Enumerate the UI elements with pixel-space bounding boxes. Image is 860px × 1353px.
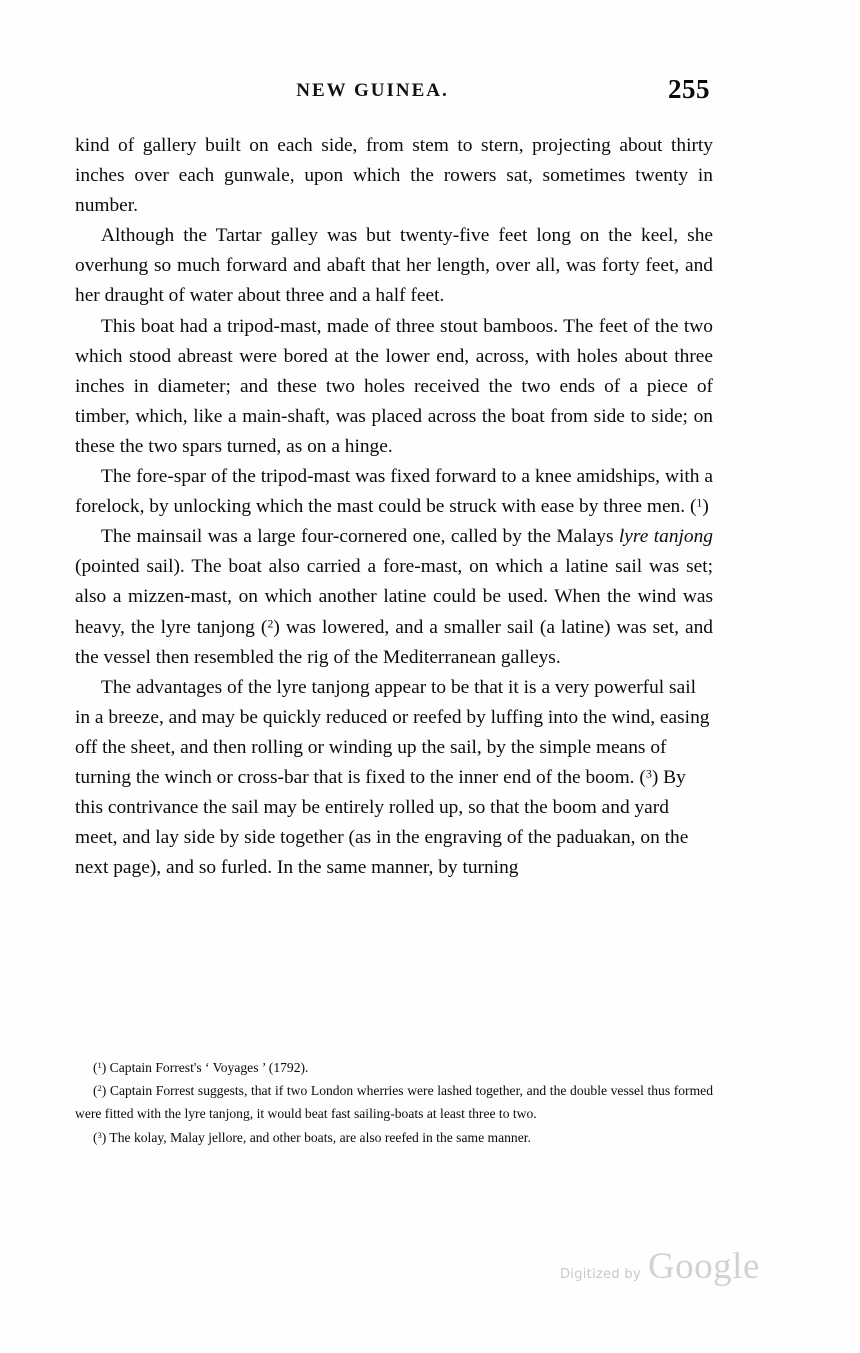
footnote-marker: 3 (645, 766, 652, 781)
watermark-prefix: Digitized by (560, 1267, 641, 1282)
footnote-marker: 2 (267, 616, 274, 631)
body-paragraph: Although the Tartar galley was but twenty-five feet long on the keel, she overhung so much forward and abaft that her length, over all, was forty feet, and her draught of water about three and a half feet. (75, 225, 713, 307)
body-paragraph: The fore-spar of the tripod-mast was fixed forward to a knee amidships, with a forelock, by unlocking which the mast could be struck with ease by three men. ($^1$) (75, 466, 713, 518)
body-text-block (75, 131, 713, 883)
footnote-block (75, 1056, 713, 1149)
body-paragraph: kind of gallery built on each side, from stem to stern, projecting about thirty inches over each gunwale, upon which the rowers sat, sometimes twenty in number. (75, 135, 713, 217)
body-paragraph: The mainsail was a large four-cornered one, called by the Malays lyre tanjong (pointed sail). The boat also carried a fore-mast, on which a latine sail was set; also a mizzen-mast, on which another latine could be used. When the wind was heavy, the lyre tanjong ($^2$) was lowered, and a smaller sail (a latine) was set, and the vessel then resembled the rig of the Mediterranean galleys. (75, 526, 714, 668)
footnote-marker: 1 (696, 495, 703, 510)
footnote: ($^2$) Captain Forrest suggests, that if two London wherries were lashed together, and the double vessel thus formed were fitted with the lyre tanjong, it would beat fast sailing-boats at least three to two. (75, 1083, 713, 1122)
footnote: ($^3$) The kolay, Malay jellore, and other boats, are also reefed in the same manner. (93, 1129, 531, 1145)
page-number: 255 (668, 74, 710, 104)
footnote-marker: 2 (97, 1083, 102, 1094)
footnote-marker: 1 (97, 1060, 102, 1071)
digitization-watermark (560, 1248, 760, 1285)
body-paragraph: This boat had a tripod-mast, made of three stout bamboos. The feet of the two which stood abreast were bored at the lower end, across, with holes about three inches in diameter; and these two holes received the two ends of a piece of timber, which, like a main-shaft, was placed across the boat from side to side; on these the two spars turned, as on a hinge. (75, 315, 713, 457)
running-head-title: NEW GUINEA. (296, 80, 449, 101)
footnote: ($^1$) Captain Forrest's ‘ Voyages ’ (1792). (93, 1060, 309, 1075)
body-paragraph: The advantages of the lyre tanjong appear to be that it is a very powerful sail in a breeze, and may be quickly reduced or reefed by luffing into the wind, easing off the sheet, and then rolling or winding up the sail, by the simple means of turning the winch or cross-bar that is fixed to the inner end of the boom. ($^3$) By this contrivance the sail may be entirely rolled up, so that the boom and yard meet, and lay side by side together (as in the engraving of the paduakan, on the next page), and so furled. In the same manner, by turning (75, 676, 710, 879)
footnote-marker: 3 (97, 1129, 102, 1140)
running-head (75, 74, 710, 114)
italic-phrase: lyre tanjong (618, 526, 714, 548)
watermark-brand: Google (647, 1246, 760, 1287)
